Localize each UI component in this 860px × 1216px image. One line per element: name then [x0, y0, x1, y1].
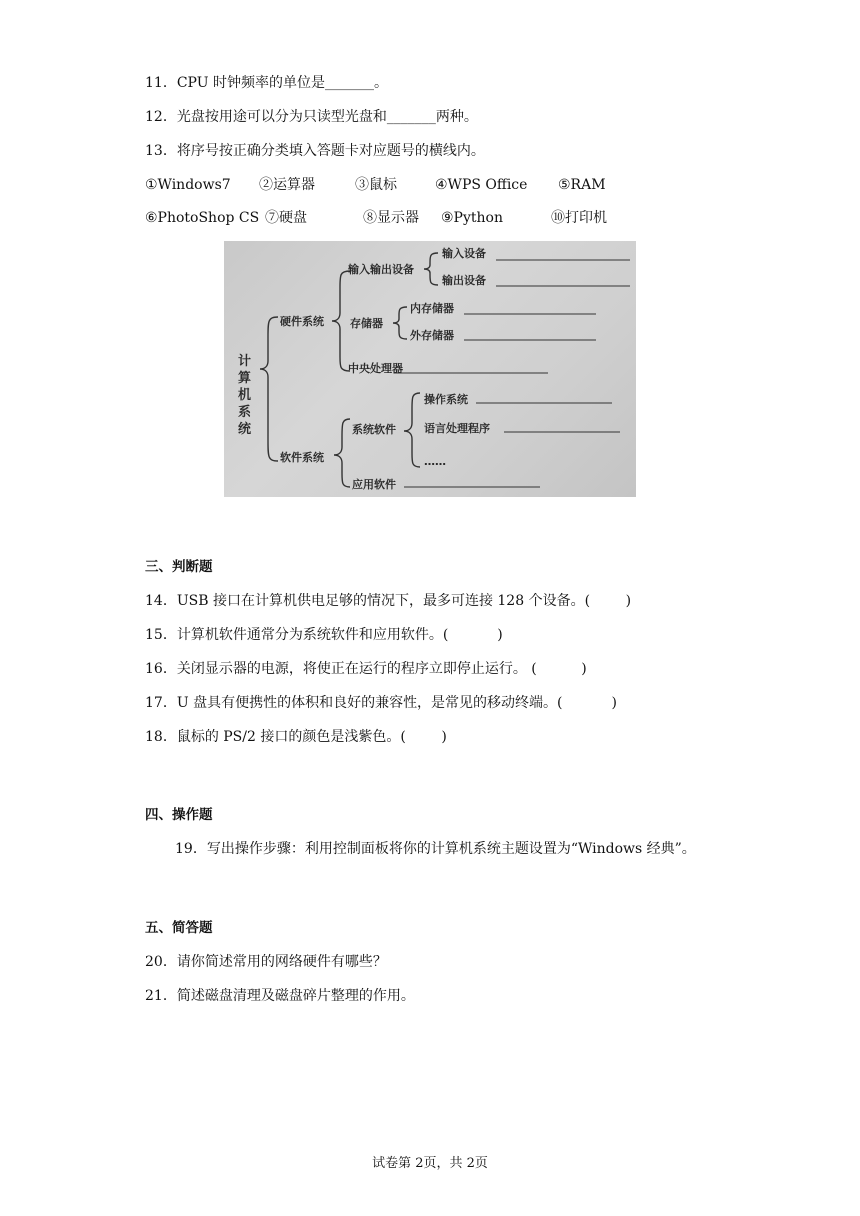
diagram-ellipsis: ……	[424, 455, 446, 468]
section-5-title: 五、简答题	[145, 920, 213, 936]
question-14: 14．USB 接口在计算机供电足够的情况下，最多可连接 128 个设备。( )	[145, 593, 632, 609]
option-item: ⑥PhotoShop CS	[145, 210, 260, 226]
brace-root	[260, 317, 278, 461]
question-19: 19．写出操作步骤：利用控制面板将你的计算机系统主题设置为“Windows 经典”。	[175, 841, 696, 857]
option-item: ⑦硬盘	[265, 210, 307, 226]
diagram-cpu-label: 中央处理器	[348, 362, 403, 375]
question-16: 16．关闭显示器的电源，将使正在运行的程序立即停止运行。 ( )	[145, 661, 587, 677]
option-item: ①Windows7	[145, 177, 231, 193]
diagram-internal-label: 内存储器	[410, 302, 454, 315]
section-4-title: 四、操作题	[145, 807, 213, 823]
diagram-root-label: 计算机系统	[238, 354, 252, 437]
option-item: ②运算器	[259, 177, 315, 193]
diagram-os-label: 操作系统	[424, 393, 468, 406]
option-item: ③鼠标	[355, 177, 397, 193]
diagram-software-label: 软件系统	[280, 451, 324, 464]
option-item: ⑤RAM	[558, 177, 606, 193]
brace-system-software	[404, 393, 420, 467]
question-18: 18．鼠标的 PS/2 接口的颜色是浅紫色。( )	[145, 729, 447, 745]
section-3-title: 三、判断题	[145, 559, 213, 575]
question-11: 11．CPU 时钟频率的单位是_______。	[145, 75, 388, 91]
diagram-io-label: 输入输出设备	[348, 263, 414, 276]
option-item: ④WPS Office	[435, 177, 528, 193]
question-17: 17．U 盘具有便携性的体积和良好的兼容性，是常见的移动终端。( )	[145, 695, 617, 711]
diagram-external-label: 外存储器	[410, 329, 454, 342]
option-item: ⑨Python	[441, 210, 503, 226]
page-footer: 试卷第 2页，共 2页	[372, 1156, 488, 1171]
diagram-system-software-label: 系统软件	[352, 423, 396, 436]
option-item: ⑩打印机	[551, 210, 607, 226]
question-20: 20．请你简述常用的网络硬件有哪些？	[145, 954, 387, 970]
option-item: ⑧显示器	[363, 210, 419, 226]
diagram-output-label: 输出设备	[442, 274, 486, 287]
brace-io	[424, 253, 438, 285]
computer-system-diagram	[224, 241, 636, 497]
brace-storage	[393, 307, 407, 339]
question-21: 21．简述磁盘清理及磁盘碎片整理的作用。	[145, 988, 415, 1004]
diagram-language-label: 语言处理程序	[424, 422, 490, 435]
brace-hardware	[332, 271, 350, 371]
brace-software	[334, 419, 350, 487]
diagram-input-label: 输入设备	[442, 247, 486, 260]
diagram-storage-label: 存储器	[350, 317, 383, 330]
diagram-application-label: 应用软件	[352, 478, 396, 491]
diagram-hardware-label: 硬件系统	[280, 315, 324, 328]
question-13: 13．将序号按正确分类填入答题卡对应题号的横线内。	[145, 143, 485, 159]
question-15: 15．计算机软件通常分为系统软件和应用软件。( )	[145, 627, 503, 643]
question-12: 12．光盘按用途可以分为只读型光盘和_______两种。	[145, 109, 478, 125]
